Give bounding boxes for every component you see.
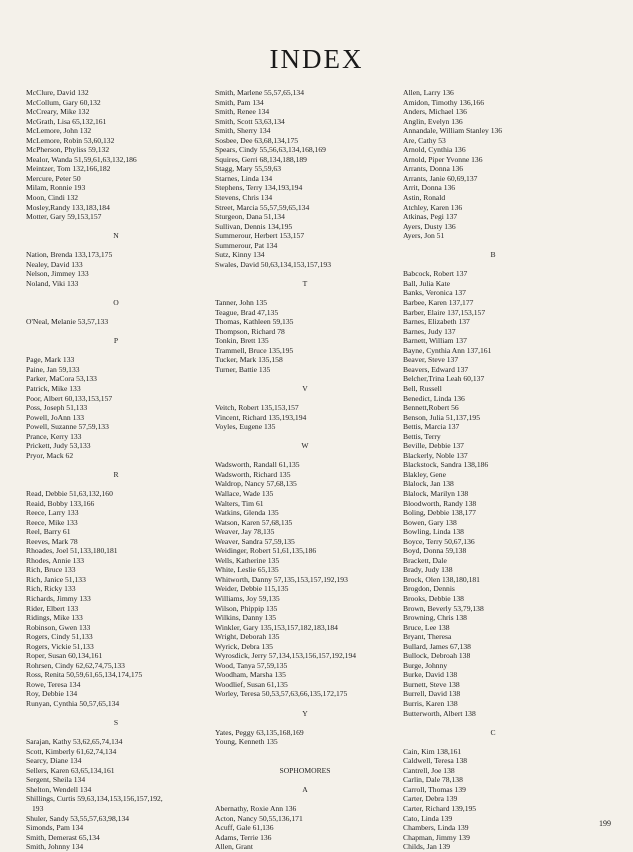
index-entry: Starnes, Linda 134 — [215, 173, 273, 183]
index-entry: Richards, Jimmy 133 — [26, 593, 91, 603]
index-entry: Barbee, Karen 137,177 — [403, 298, 474, 308]
index-entry: Blakley, Gene — [403, 469, 446, 479]
section-letter-heading: O — [113, 298, 119, 308]
index-entry: Weidinger, Robert 51,61,135,186 — [215, 546, 317, 556]
index-entry: Astin, Ronald — [403, 193, 446, 203]
spacer — [26, 460, 226, 470]
index-entry: Walters, Tim 61 — [215, 498, 264, 508]
index-entry: Mealor, Wanda 51,59,61,63,132,186 — [26, 154, 137, 164]
section-letter-heading: SOPHOMORES — [279, 765, 331, 775]
index-entry: Allen, Grant — [215, 842, 253, 852]
index-entry: Chapman, Jimmy 139 — [403, 832, 470, 842]
index-entry: Sullivan, Dennis 134,195 — [215, 221, 293, 231]
index-entry: Wyrick, Debra 135 — [215, 641, 273, 651]
index-entry: Wilson, Phippip 135 — [215, 603, 278, 613]
index-entry: Pryor, Mack 62 — [26, 450, 74, 460]
spacer — [215, 288, 415, 298]
index-entry: Wood, Tanya 57,59,135 — [215, 660, 288, 670]
index-entry: Prance, Kerry 133 — [26, 431, 82, 441]
index-entry: Woodlief, Susan 61,135 — [215, 679, 288, 689]
index-entry: O'Neal, Melanie 53,57,133 — [26, 317, 109, 327]
index-entry: Powell, JoAnn 133 — [26, 412, 85, 422]
index-entry: Browning, Chris 138 — [403, 613, 467, 623]
index-entry: Stagg, Mary 55,59,63 — [215, 164, 282, 174]
index-entry: Atkinas, Pegi 137 — [403, 212, 458, 222]
index-entry: Searcy, Diane 134 — [26, 756, 82, 766]
index-entry: Bullock, Debroah 138 — [403, 651, 471, 661]
spacer — [215, 699, 415, 709]
index-entry: Sellers, Karen 63,65,134,161 — [26, 765, 115, 775]
index-entry: Teague, Brad 47,135 — [215, 307, 279, 317]
index-entry: Sutz, Kinny 134 — [215, 250, 265, 260]
index-entry: Allen, Larry 136 — [403, 88, 454, 97]
index-entry: Thomas, Kathleen 59,135 — [215, 317, 294, 327]
spacer — [26, 222, 226, 232]
spacer — [215, 775, 415, 785]
index-entry: Paine, Jan 59,133 — [26, 364, 80, 374]
spacer — [403, 737, 603, 747]
index-entry: Bennett,Robert 56 — [403, 403, 459, 413]
index-entry: Carter, Debra 139 — [403, 794, 458, 804]
index-entry: Mercure, Peter 50 — [26, 173, 81, 183]
index-entry: Meintzer, Tom 132,166,182 — [26, 164, 111, 174]
index-entry: Watson, Karen 57,68,135 — [215, 517, 293, 527]
index-entry: Bowling, Linda 138 — [403, 527, 464, 537]
index-entry: Ayers, Jon 51 — [403, 231, 445, 241]
index-entry: Reeves, Mark 78 — [26, 536, 78, 546]
index-entry: Burrell, David 138 — [403, 689, 461, 699]
index-entry: Weaver, Sandra 57,59,135 — [215, 536, 295, 546]
index-entry: Sosbee, Dee 63,68,134,175 — [215, 135, 299, 145]
index-entry: Whitworth, Danny 57,135,153,157,192,193 — [215, 574, 348, 584]
index-entry: Read, Debbie 51,63,132,160 — [26, 488, 113, 498]
index-entry: Chambers, Linda 139 — [403, 823, 469, 833]
index-entry: Cato, Linda 139 — [403, 813, 453, 823]
index-entry: Weaver, Jay 78,135 — [215, 527, 275, 537]
index-entry: Sarajan, Kathy 53,62,65,74,134 — [26, 737, 123, 747]
index-entry: Ball, Julia Kate — [403, 278, 451, 288]
index-entry: Brackett, Dale — [403, 555, 447, 565]
section-letter-heading: A — [302, 784, 308, 794]
index-entry: Brooks, Debbie 138 — [403, 593, 464, 603]
spacer — [215, 432, 415, 442]
index-entry: Shuler, Sandy 53,55,57,63,98,134 — [26, 813, 130, 823]
index-entry: Ridings, Mike 133 — [26, 613, 83, 623]
index-entry: Brady, Judy 138 — [403, 565, 453, 575]
spacer — [26, 241, 226, 251]
index-entry: Poss, Joseph 51,133 — [26, 403, 88, 413]
index-entry: Reece, Mike 133 — [26, 517, 78, 527]
index-entry: Rogers, Vickie 51,133 — [26, 641, 94, 651]
index-column-2 — [215, 88, 415, 852]
index-entry: Roy, Debbie 134 — [26, 689, 78, 699]
index-entry: Nation, Brenda 133,173,175 — [26, 250, 113, 260]
index-entry: Smith, Pam 134 — [215, 97, 264, 107]
index-entry: Caldwell, Teresa 138 — [403, 756, 468, 766]
index-entry: Amidon, Timothy 136,166 — [403, 97, 485, 107]
index-entry: Burke, David 138 — [403, 670, 458, 680]
spacer — [26, 479, 226, 489]
index-entry: Barber, Elaire 137,153,157 — [403, 307, 486, 317]
index-entry: Summerour, Herbert 153,157 — [215, 231, 305, 241]
index-entry: Childs, Jan 139 — [403, 842, 451, 852]
index-entry: Wyrosdick, Jerry 57,134,153,156,157,192,194 — [215, 651, 357, 661]
index-entry: Wallace, Wade 135 — [215, 488, 274, 498]
index-entry: Beavers, Edward 137 — [403, 364, 469, 374]
spacer — [403, 718, 603, 728]
spacer — [26, 346, 226, 356]
spacer — [26, 288, 226, 298]
index-entry: McCreary, Mike 132 — [26, 107, 90, 117]
spacer — [215, 747, 415, 757]
index-entry: Wadsworth, Randall 61,135 — [215, 460, 300, 470]
index-entry: Winkler, Gary 135,153,157,182,183,184 — [215, 622, 338, 632]
index-entry: Young, Kenneth 135 — [215, 737, 278, 747]
index-entry: Boyd, Donna 59,138 — [403, 546, 467, 556]
index-entry: Poor, Albert 60,133,153,157 — [26, 393, 113, 403]
index-entry: Smith, Sherry 134 — [215, 126, 271, 136]
index-entry: Scott, Kimberly 61,62,74,134 — [26, 746, 117, 756]
index-entry: Reaid, Bobby 133,166 — [26, 498, 95, 508]
index-entry: Weider, Debbie 115,135 — [215, 584, 289, 594]
index-entry: Roper, Susan 60,134,161 — [26, 651, 103, 661]
index-entry: McPherson, Phyliss 59,132 — [26, 145, 110, 155]
index-entry: McClure, David 132 — [26, 88, 89, 97]
index-entry: Sturgeon, Dana 51,134 — [215, 212, 285, 222]
index-column-3 — [403, 88, 603, 852]
index-entry: Parker, MaCora 53,133 — [26, 374, 97, 384]
index-entry: Reece, Larry 133 — [26, 508, 79, 518]
index-entry: Noland, Viki 133 — [26, 278, 79, 288]
index-entry: Abernathy, Roxie Ann 136 — [215, 804, 297, 814]
spacer — [215, 451, 415, 461]
index-entry: Tucker, Mark 135,158 — [215, 355, 283, 365]
index-entry: Arrit, Donna 136 — [403, 183, 456, 193]
section-letter-heading: Y — [302, 708, 308, 718]
index-entry: Carroll, Thomas 139 — [403, 784, 466, 794]
spacer — [215, 718, 415, 728]
index-entry: Thompson, Richard 78 — [215, 326, 285, 336]
index-entry: Vincent, Richard 135,193,194 — [215, 412, 307, 422]
index-entry: Veitch, Robert 135,153,157 — [215, 403, 299, 413]
index-entry: Worley, Teresa 50,53,57,63,66,135,172,175 — [215, 689, 348, 699]
index-entry: McCollum, Gary 60,132 — [26, 97, 101, 107]
index-entry: Woodham, Marsha 135 — [215, 670, 286, 680]
index-entry: Anglin, Evelyn 136 — [403, 116, 463, 126]
index-entry: Wilkins, Danny 135 — [215, 613, 277, 623]
section-letter-heading: V — [302, 383, 308, 393]
index-entry: Acuff, Gale 61,136 — [215, 823, 274, 833]
index-entry: Bettis, Marcia 137 — [403, 422, 460, 432]
index-entry: Acton, Nancy 50,55,136,171 — [215, 813, 303, 823]
index-entry: Butterworth, Albert 138 — [403, 708, 476, 718]
index-entry: Rowe, Teresa 134 — [26, 679, 81, 689]
index-entry: Wells, Katherine 135 — [215, 555, 280, 565]
index-entry: Anders, Michael 136 — [403, 107, 467, 117]
page-number: 199 — [599, 819, 611, 828]
index-entry: Are, Cathy 53 — [403, 135, 446, 145]
index-entry: Benedict, Linda 136 — [403, 393, 465, 403]
index-entry: Burnett, Steve 138 — [403, 679, 460, 689]
index-entry: Rich, Ricky 133 — [26, 584, 76, 594]
index-entry: Page, Mark 133 — [26, 355, 75, 365]
index-entry: McGrath, Lisa 65,132,161 — [26, 116, 107, 126]
index-column-1 — [26, 88, 226, 852]
index-entry: Robinson, Gwen 133 — [26, 622, 91, 632]
index-entry: Bell, Russell — [403, 383, 442, 393]
index-entry: Bruce, Lee 138 — [403, 622, 450, 632]
index-entry: Shelton, Wendell 134 — [26, 784, 92, 794]
index-entry: Smith, Marlene 55,57,65,134 — [215, 88, 305, 97]
index-entry: Banks, Veronica 137 — [403, 288, 466, 298]
index-entry: Runyan, Cynthia 50,57,65,134 — [26, 699, 120, 708]
index-entry: Blalock, Jan 138 — [403, 479, 454, 489]
spacer — [26, 327, 226, 337]
index-entry: Watkins, Glenda 135 — [215, 508, 279, 518]
index-entry: Burris, Karen 138 — [403, 699, 458, 708]
index-entry: Bettis, Terry — [403, 431, 441, 441]
index-entry: Summerour, Pat 134 — [215, 240, 278, 250]
index-entry: Patrick, Mike 133 — [26, 383, 81, 393]
index-entry: Voyles, Eugene 135 — [215, 422, 276, 432]
index-entry: Rich, Janice 51,133 — [26, 574, 86, 584]
index-entry: Rider, Elbert 133 — [26, 603, 79, 613]
index-entry: Reel, Barry 61 — [26, 527, 71, 537]
index-entry: Tanner, John 135 — [215, 298, 268, 308]
index-entry: Smith, Scott 53,63,134 — [215, 116, 285, 126]
spacer — [215, 756, 415, 766]
index-entry: Shillings, Curtis 59,63,134,153,156,157,192, — [26, 794, 163, 804]
spacer — [215, 374, 415, 384]
index-entry: Bowen, Gary 138 — [403, 517, 457, 527]
index-entry: Barnes, Elizabeth 137 — [403, 317, 470, 327]
index-entry: Smith, Renee 134 — [215, 107, 270, 117]
spacer — [26, 709, 226, 719]
index-entry: Milam, Ronnie 193 — [26, 183, 86, 193]
index-entry: Arnold, Cynthia 136 — [403, 145, 466, 155]
index-entry: Simonds, Pam 134 — [26, 823, 84, 833]
index-entry: Bullard, James 67,138 — [403, 641, 471, 651]
section-letter-heading: T — [302, 278, 308, 288]
index-entry: Prickett, Judy 53,133 — [26, 441, 91, 451]
index-entry: Blalock, Marilyn 138 — [403, 488, 469, 498]
index-entry: Mosley,Randy 133,183,184 — [26, 202, 110, 212]
index-entry: Squires, Gerri 68,134,188,189 — [215, 154, 307, 164]
index-entry: Tonkin, Brett 135 — [215, 336, 269, 346]
index-entry: Belcher,Trina Leah 60,137 — [403, 374, 485, 384]
section-letter-heading: S — [113, 718, 119, 728]
index-entry: Powell, Suzanne 57,59,133 — [26, 422, 109, 432]
index-entry: Blackerly, Noble 137 — [403, 450, 468, 460]
index-entry: Rhoades, Joel 51,133,180,181 — [26, 546, 118, 556]
index-entry: White, Leslie 65,135 — [215, 565, 279, 575]
index-entry: Burge, Johnny — [403, 660, 448, 670]
index-entry: Turner, Battie 135 — [215, 364, 271, 374]
index-entry: Ross, Renita 50,59,61,65,134,174,175 — [26, 670, 143, 680]
index-entry: Barnett, William 137 — [403, 336, 467, 346]
index-entry: Rogers, Cindy 51,133 — [26, 632, 93, 642]
index-entry: Ayers, Dusty 136 — [403, 221, 456, 231]
index-entry: Carlin, Dale 78,138 — [403, 775, 463, 785]
index-entry: Nelson, Jimmey 133 — [26, 269, 89, 279]
index-entry: Bryant, Theresa — [403, 632, 452, 642]
index-entry: 193 — [32, 804, 44, 814]
index-entry: Carter, Richard 139,195 — [403, 804, 477, 814]
index-entry: Brown, Beverly 53,79,138 — [403, 603, 484, 613]
spacer — [403, 241, 603, 251]
index-entry: McLemore, Robin 53,60,132 — [26, 135, 115, 145]
spacer — [26, 308, 226, 318]
index-entry: Brock, Olen 138,180,181 — [403, 574, 480, 584]
index-entry: Arnold, Piper Yvonne 136 — [403, 154, 483, 164]
index-entry: Barnes, Judy 137 — [403, 326, 456, 336]
index-entry: Atchley, Karen 136 — [403, 202, 463, 212]
section-letter-heading: N — [113, 231, 119, 241]
index-entry: Cain, Kim 138,161 — [403, 746, 462, 756]
index-entry: Yates, Peggy 63,135,168,169 — [215, 727, 304, 737]
index-entry: Rich, Bruce 133 — [26, 565, 76, 575]
index-entry: Beville, Debbie 137 — [403, 441, 464, 451]
spacer — [26, 728, 226, 738]
section-letter-heading: W — [301, 441, 309, 451]
index-entry: Babcock, Robert 137 — [403, 269, 468, 279]
index-entry: Stevens, Chris 134 — [215, 193, 273, 203]
index-entry: Benson, Julia 51,137,195 — [403, 412, 480, 422]
index-entry: Motter, Gary 59,153,157 — [26, 212, 102, 222]
index-entry: Blackstock, Sandra 138,186 — [403, 460, 489, 470]
index-entry: Boling, Debbie 138,177 — [403, 508, 476, 518]
section-letter-heading: R — [113, 469, 119, 479]
index-entry: Wadsworth, Richard 135 — [215, 469, 291, 479]
index-entry: Rhodes, Annie 133 — [26, 555, 85, 565]
index-entry: Bloodworth, Randy 138 — [403, 498, 477, 508]
spacer — [215, 269, 415, 279]
section-letter-heading: B — [490, 250, 496, 260]
section-letter-heading: P — [113, 336, 119, 346]
section-letter-heading: C — [490, 727, 496, 737]
page-title: INDEX — [269, 44, 364, 74]
index-entry: Cantrell, Joe 138 — [403, 765, 455, 775]
index-entry: Street, Marcia 55,57,59,65,134 — [215, 202, 310, 212]
index-entry: Smith, Johnny 134 — [26, 842, 84, 852]
index-entry: Nealey, David 133 — [26, 259, 83, 269]
index-entry: Boyce, Terry 50,67,136 — [403, 536, 475, 546]
spacer — [215, 394, 415, 404]
index-entry: Beaver, Steve 137 — [403, 355, 459, 365]
index-entry: Swales, David 50,63,134,153,157,193 — [215, 259, 332, 269]
index-entry: Moon, Cindi 132 — [26, 193, 79, 203]
index-entry: Sergent, Sheila 134 — [26, 775, 86, 785]
index-entry: Annandale, William Stanley 136 — [403, 126, 503, 136]
index-entry: Brogdon, Dennis — [403, 584, 455, 594]
index-entry: Bayne, Cynthia Ann 137,161 — [403, 345, 492, 355]
index-entry: Smith, Demerast 65,134 — [26, 832, 100, 842]
index-entry: McLemore, John 132 — [26, 126, 92, 136]
index-entry: Rohrsen, Cindy 62,62,74,75,133 — [26, 660, 125, 670]
index-entry: Stephens, Terry 134,193,194 — [215, 183, 303, 193]
index-entry: Trammell, Bruce 135,195 — [215, 345, 294, 355]
index-entry: Arrants, Donna 136 — [403, 164, 464, 174]
index-entry: Spears, Cindy 55,56,63,134,168,169 — [215, 145, 326, 155]
index-entry: Waldrop, Nancy 57,68,135 — [215, 479, 297, 489]
index-entry: Williams, Joy 59,135 — [215, 593, 280, 603]
index-entry: Adams, Terrie 136 — [215, 832, 272, 842]
index-entry: Wright, Deborah 135 — [215, 632, 280, 642]
spacer — [403, 260, 603, 270]
spacer — [215, 794, 415, 804]
index-entry: Arrants, Janie 60,69,137 — [403, 173, 478, 183]
